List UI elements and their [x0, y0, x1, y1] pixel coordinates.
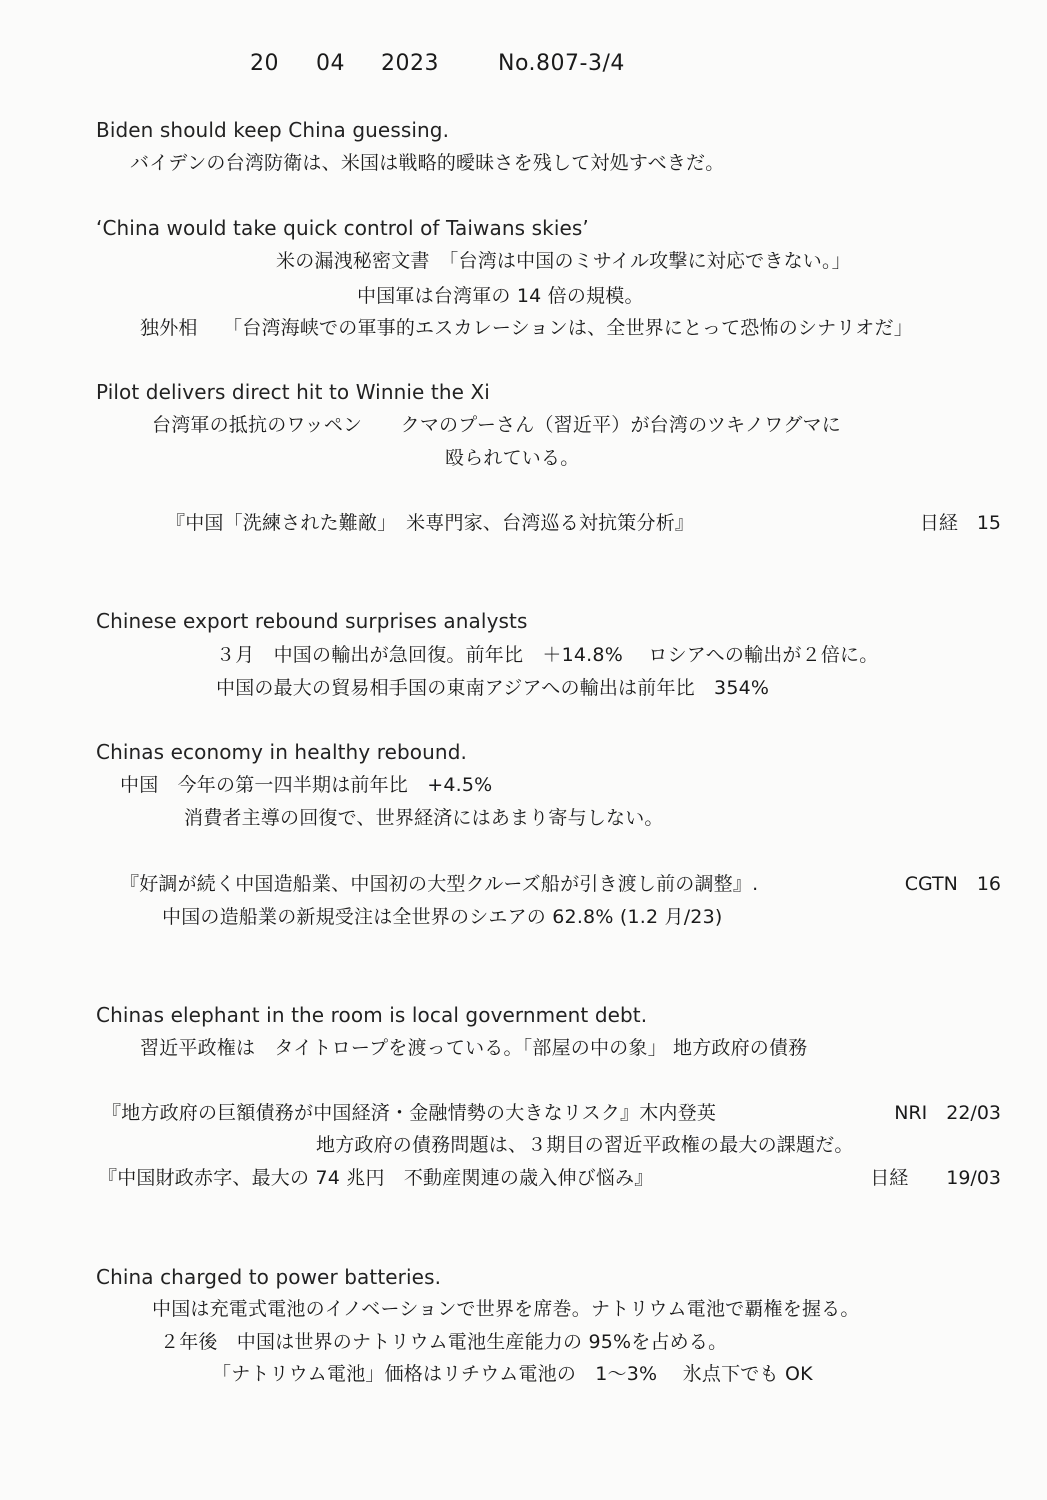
summary-line: 殴られている。 — [445, 447, 580, 469]
summary-line: ２年後 中国は世界のナトリウム電池生産能力の 95%を占める。 — [160, 1331, 728, 1353]
summary-line: バイデンの台湾防衛は、米国は戦略的曖昧さを残して対処すべきだ。 — [130, 152, 725, 174]
headline: Pilot delivers direct hit to Winnie the Xi — [96, 380, 490, 404]
headline: Chinas elephant in the room is local government debt. — [96, 1003, 648, 1027]
reference-title: 『好調が続く中国造船業、中国初の大型クルーズ船が引き渡し前の調整』. — [120, 873, 759, 895]
reference-note: 地方政府の債務問題は、３期目の習近平政権の最大の課題だ。 — [316, 1134, 854, 1156]
summary-line: 中国 今年の第一四半期は前年比 +4.5% — [120, 774, 493, 796]
reference-title: 『中国「洗練された難敵」 米専門家、台湾巡る対抗策分析』 — [166, 512, 695, 534]
reference-source: 日経 19/03 — [870, 1167, 1001, 1189]
date-month: 04 — [316, 51, 345, 76]
summary-line: 独外相 「台湾海峡での軍事的エスカレーションは、全世界にとって恐怖のシナリオだ」 — [140, 317, 913, 339]
summary-line: 中国は充電式電池のイノベーションで世界を席巻。ナトリウム電池で覇権を握る。 — [152, 1298, 860, 1320]
issue-number: No.807-3/4 — [498, 51, 625, 76]
date-day: 20 — [250, 51, 279, 76]
reference-title: 『中国財政赤字、最大の 74 兆円 不動産関連の歳入伸び悩み』 — [98, 1167, 654, 1189]
summary-line: 中国の最大の貿易相手国の東南アジアへの輸出は前年比 354% — [216, 677, 770, 699]
headline: Chinese export rebound surprises analysts — [96, 609, 528, 633]
reference-source: CGTN 16 — [904, 873, 1001, 895]
headline: ‘China would take quick control of Taiwans skies’ — [96, 216, 589, 240]
headline: Chinas economy in healthy rebound. — [96, 740, 467, 764]
summary-line: 中国軍は台湾軍の 14 倍の規模。 — [357, 285, 644, 307]
headline: Biden should keep China guessing. — [96, 118, 450, 142]
summary-line: 消費者主導の回復で、世界経済にはあまり寄与しない。 — [184, 807, 664, 829]
reference-source: NRI 22/03 — [894, 1102, 1001, 1124]
reference-title: 『地方政府の巨額債務が中国経済・金融情勢の大きなリスク』木内登英 — [102, 1102, 717, 1124]
reference-source: 日経 15 — [919, 512, 1001, 534]
summary-line: ３月 中国の輸出が急回復。前年比 ＋14.8% ロシアへの輸出が２倍に。 — [216, 644, 879, 666]
summary-line: 「ナトリウム電池」価格はリチウム電池の 1～3% 氷点下でも OK — [212, 1363, 813, 1385]
headline: China charged to power batteries. — [96, 1265, 442, 1289]
summary-line: 台湾軍の抵抗のワッペン クマのプーさん（習近平）が台湾のツキノワグマに — [152, 414, 841, 436]
date-year: 2023 — [381, 51, 439, 76]
summary-line: 習近平政権は タイトロープを渡っている。「部屋の中の象」 地方政府の債務 — [140, 1037, 808, 1059]
summary-line: 米の漏洩秘密文書 「台湾は中国のミサイル攻撃に対応できない。」 — [276, 250, 851, 272]
reference-note: 中国の造船業の新規受注は全世界のシエアの 62.8% (1.2 月/23) — [162, 906, 723, 928]
